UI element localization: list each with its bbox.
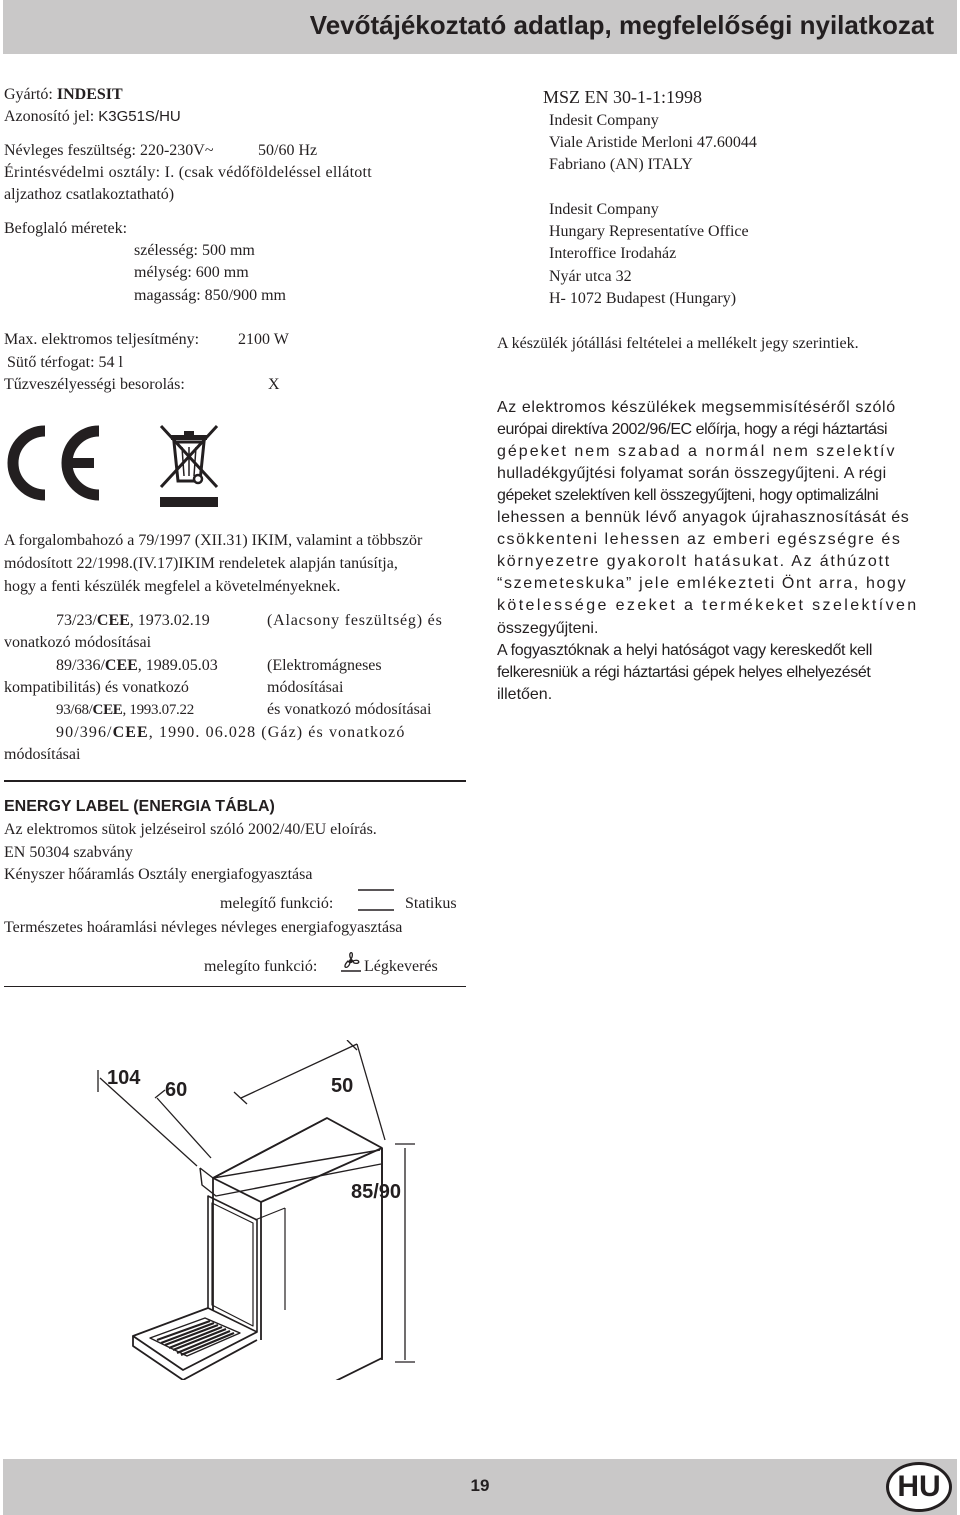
disposal-line: környezetre gyakorolt hatásukat. Az áthúzott [497,553,892,570]
static-heating-icon [356,887,396,913]
heating-value-2: Légkeverés [364,958,438,975]
energy-line-3: Kényszer hőáramlás Osztály energiafogyasztása [4,866,313,883]
energy-line-4: Természetes hoáramlási névleges névleges energiafogyasztása [4,919,403,936]
address-1-line-3: Fabriano (AN) ITALY [549,156,693,173]
disposal-line: kötelessége ezeket a termékeket szelektíven [497,597,919,614]
section-divider [4,780,466,782]
dim-50-label: 50 [331,1075,354,1097]
conformity-line-1: A forgalombahozó a 79/1997 (XII.31) IKIM, valamint a többször [4,532,423,549]
directive-date: , 1993.07.22 [122,702,194,718]
directive-code: 73/23/ [56,612,97,629]
directive-date: , 1989.05.03 [137,657,218,674]
directive-date: , 1990. 06.028 (Gáz) és vonatkozó [148,724,406,741]
disposal-line: felkeresniük a régi háztartási gépek helyes elhelyezését [497,664,871,681]
voltage-text: Névleges feszültség: 220-230V~ [4,142,214,159]
energy-heading: ENERGY LABEL (ENERGIA TÁBLA) [4,798,275,815]
disposal-line: európai direktíva 2002/96/EC előírja, hogy a régi háztartási [497,421,888,438]
energy-line-1: Az elektromos sütok jelzéseirol szóló 2002/40/EU eloírás. [4,821,377,838]
directive-code: 90/396/ [56,724,113,741]
model-line [4,106,181,128]
disposal-line: lehessen a bennük lévő anyagok újrahasznosítását és [497,509,910,526]
address-2-line-1: Indesit Company [549,201,659,218]
disposal-line: gépeket szelektíven kell összegyűjteni, hogy optimalizálni [497,487,879,504]
address-2-line-3: Interoffice Irodaház [549,245,677,262]
frequency-text: 50/60 Hz [258,142,318,159]
heating-label-1: melegítő funkció: [220,895,334,912]
energy-divider [4,986,466,987]
address-1-line-2: Viale Aristide Merloni 47.60044 [549,134,757,151]
disposal-line: gépeket nem szabad a normál nem szelektív [497,443,897,460]
oven-dimension-labels [95,1040,455,1380]
disposal-line: hulladékgyűjtési folyamat során összegyűjteni. A régi [497,465,887,482]
protection-line-1: Érintésvédelmi osztály: I. (csak védőföldeléssel ellátott [4,164,372,181]
directive-2-ref [56,655,218,677]
max-power-label: Max. elektromos teljesítmény: [4,331,200,348]
directive-3-ref [56,699,194,721]
manufacturer-label: Gyártó: [4,86,53,103]
directive-2-line-2-right: módosításai [267,679,344,696]
crossed-bin-icon [158,423,220,509]
heating-value-1: Statikus [405,895,457,912]
directive-2-desc: (Elektromágneses [267,657,382,674]
disposal-line: “szemeteskuka” jele emlékezteti Önt arra, hogy [497,575,908,592]
dim-85-90-label: 85/90 [351,1181,402,1203]
disposal-line: illetően. [497,686,553,703]
directive-code: 93/68/ [56,702,93,718]
directive-date: , 1973.02.19 [129,612,210,629]
dimensions-label: Befoglaló méretek: [4,220,128,237]
manufacturer-line [4,84,123,106]
manufacturer-value: INDESIT [56,86,123,103]
disposal-line: csökkenteni lehessen az emberi egészségre és [497,531,902,548]
page-title: Vevőtájékoztató adatlap, megfelelőségi nyilatkozat [309,10,934,40]
disposal-line: Az elektromos készülékek megsemmisítéséről szóló [497,399,896,416]
disposal-line: A fogyasztóknak a helyi hatóságot vagy kereskedőt kell [497,642,873,659]
directive-4-line-2: módosításai [4,746,81,763]
language-badge: HU [886,1462,952,1512]
ce-mark-icon [2,425,104,501]
height-text: magasság: 850/900 mm [134,287,286,304]
protection-line-2: aljzathoz csatlakoztatható) [4,186,175,203]
address-2-line-4: Nyár utca 32 [549,268,632,285]
fire-class-label: Tűzveszélyességi besorolás: [4,376,185,393]
address-1-line-1: Indesit Company [549,112,659,129]
max-power-value: 2100 W [238,331,289,348]
dim-104-label: 104 [107,1067,141,1089]
address-2-line-5: H- 1072 Budapest (Hungary) [549,290,737,307]
directive-2-line-2: kompatibilitás) és vonatkozó [4,679,189,696]
directive-3-desc: és vonatkozó módosításai [267,701,432,718]
directive-cee: CEE [112,724,149,741]
address-2-line-2: Hungary Representatíve Office [549,223,749,240]
width-text: szélesség: 500 mm [134,242,255,259]
standard-text: MSZ EN 30-1-1:1998 [543,87,702,107]
directive-1-desc: (Alacsony feszültség) és [267,612,443,629]
directive-4-ref [56,722,406,744]
warranty-text: A készülék jótállási feltételei a mellékelt jegy szerintiek. [497,335,859,352]
model-value: K3G51S/HU [98,108,181,125]
conformity-line-2: módosított 22/1998.(IV.17)IKIM rendeletek alapján tanúsítja, [4,555,398,572]
directive-code: 89/336/ [56,657,105,674]
heating-label-2: melegíto funkció: [204,958,318,975]
dim-60-label: 60 [165,1079,188,1101]
model-label: Azonosító jel: [4,108,95,125]
directive-1-line-2: vonatkozó módosításai [4,634,152,651]
depth-text: mélység: 600 mm [134,264,249,281]
page-number: 19 [470,1476,490,1495]
conformity-line-3: hogy a fenti készülék megfelel a követelményeknek. [4,578,341,595]
directive-cee: CEE [104,657,138,674]
oven-volume-text: Sütő térfogat: 54 l [7,354,123,371]
energy-line-2: EN 50304 szabvány [4,844,133,861]
directive-1-ref [56,610,210,632]
fire-class-value: X [268,376,280,393]
fan-heating-icon [340,950,362,974]
disposal-line: összegyűjteni. [497,620,599,637]
directive-cee: CEE [96,612,130,629]
directive-cee: CEE [92,702,123,718]
